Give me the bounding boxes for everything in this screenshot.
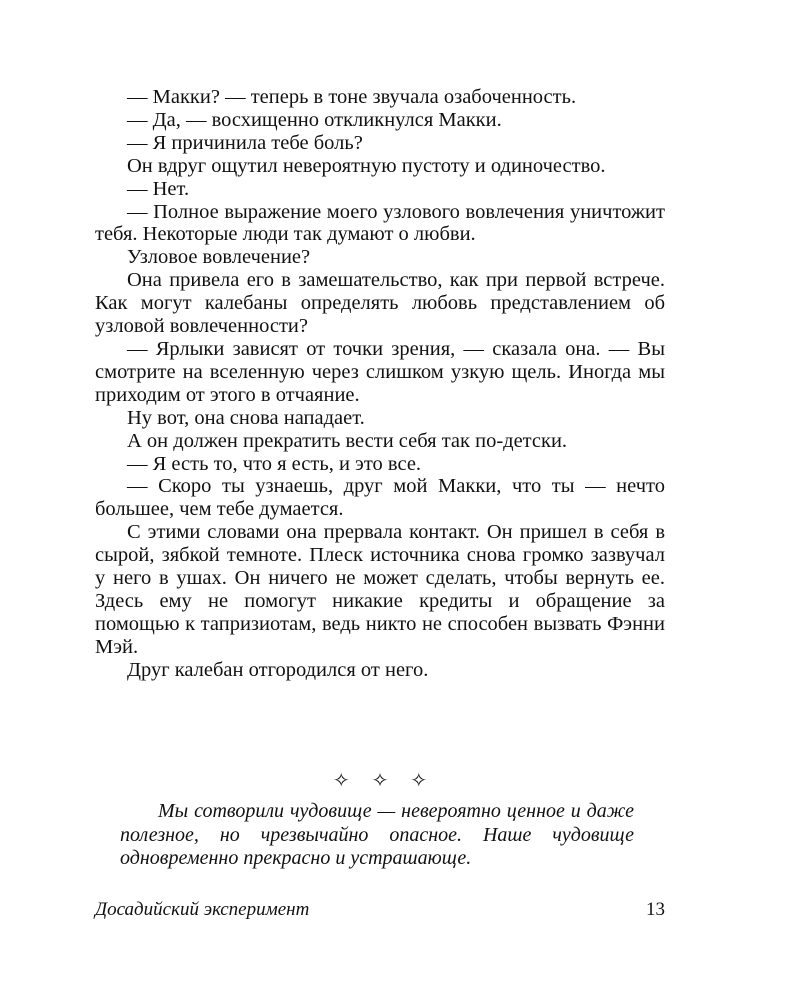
paragraph: — Нет. [127, 177, 190, 200]
paragraph: Ну вот, она снова нападает. [127, 406, 365, 429]
paragraph: — Макки? — теперь в тоне звучала озабоченность. [127, 86, 577, 108]
section-divider [95, 768, 665, 793]
page-footer [95, 898, 665, 922]
paragraph: — Полное выражение моего узлового вовлечения уничтожит тебя. Некоторые люди так думают о любви. [95, 200, 665, 246]
page-number: 13 [646, 899, 665, 920]
running-title: Досадийский эксперимент [95, 899, 310, 920]
paragraph: Друг калебан отгородился от него. [127, 658, 429, 681]
paragraph: Узловое вовлечение? [127, 246, 311, 269]
paragraph: — Ярлыки зависят от точки зрения, — сказала она. — Вы смотрите на вселенную через слишком узкую щель. Иногда мы приходим от этого в отчаяние. [95, 337, 665, 406]
star-ornament-icon: ✧ [332, 770, 372, 792]
paragraph: С этими словами она прервала контакт. Он пришел в себя в сырой, зябкой темноте. Плеск источника снова громко зазвучал у него в ушах. Он ничего не может сделать, чтобы вернуть ее. Здесь ему не помогут никакие кредиты и обращение за помощью к тапризиотам, ведь никто не способен вызвать Фэнни Мэй. [95, 521, 665, 658]
paragraph: А он должен прекратить вести себя так по-детски. [127, 429, 568, 452]
paragraph: — Скоро ты узнаешь, друг мой Макки, что ты — нечто большее, чем тебе думается. [95, 475, 665, 521]
paragraph: — Я есть то, что я есть, и это все. [127, 452, 422, 475]
paragraph: — Да, — восхищенно откликнулся Макки. [127, 108, 502, 131]
epigraph [120, 800, 634, 871]
main-text [95, 86, 665, 682]
epigraph-text: Мы сотворили чудовище — невероятно ценное и даже полезное, но чрезвычайно опасное. Наше чудовище одновременно прекрасно и устрашающе. [120, 800, 634, 869]
paragraph: Она привела его в замешательство, как при первой встрече. Как могут калебаны определять любовь представлением об узловой вовлеченности? [95, 269, 665, 338]
paragraph: — Я причинила тебе боль? [127, 131, 363, 154]
paragraph: Он вдруг ощутил невероятную пустоту и одиночество. [127, 154, 606, 177]
star-ornament-icon: ✧ [371, 770, 411, 792]
star-ornament-icon: ✧ [410, 770, 450, 792]
